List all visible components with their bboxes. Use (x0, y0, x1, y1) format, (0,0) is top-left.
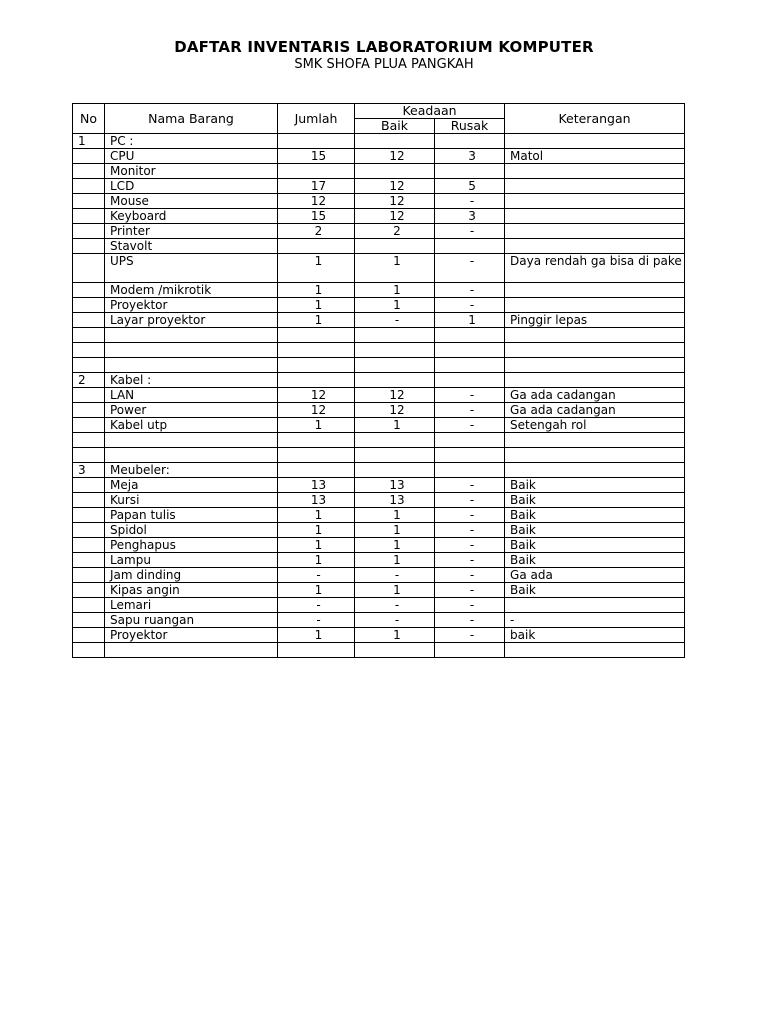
cell-keterangan: Matol (505, 149, 685, 164)
cell-nama-barang: Penghapus (105, 538, 278, 553)
header-jumlah: Jumlah (278, 104, 355, 134)
cell-nama-barang: Kursi (105, 493, 278, 508)
cell-nama-barang: Power (105, 403, 278, 418)
cell-nama-barang: LCD (105, 179, 278, 194)
cell-rusak (435, 463, 505, 478)
cell-baik: - (355, 313, 435, 328)
header-keterangan: Keterangan (505, 104, 685, 134)
cell-keterangan: Daya rendah ga bisa di pake (505, 254, 685, 283)
cell-baik: 12 (355, 179, 435, 194)
cell-jumlah (278, 358, 355, 373)
table-row (73, 254, 685, 283)
cell-keterangan: Baik (505, 538, 685, 553)
cell-jumlah: 1 (278, 508, 355, 523)
cell-no (73, 628, 105, 643)
table-row (73, 463, 685, 478)
cell-jumlah: 15 (278, 149, 355, 164)
cell-keterangan (505, 328, 685, 343)
cell-keterangan (505, 209, 685, 224)
cell-rusak (435, 643, 505, 658)
cell-jumlah: 1 (278, 523, 355, 538)
cell-nama-barang: Papan tulis (105, 508, 278, 523)
table-row (73, 418, 685, 433)
table-row (73, 209, 685, 224)
cell-no (73, 598, 105, 613)
cell-jumlah (278, 643, 355, 658)
cell-rusak: 3 (435, 209, 505, 224)
table-row (73, 448, 685, 463)
cell-jumlah: 1 (278, 313, 355, 328)
cell-keterangan: Ga ada cadangan (505, 388, 685, 403)
cell-nama-barang: Mouse (105, 194, 278, 209)
cell-jumlah: 1 (278, 553, 355, 568)
table-row (73, 583, 685, 598)
cell-jumlah: 1 (278, 283, 355, 298)
cell-baik: 13 (355, 478, 435, 493)
cell-nama-barang: Kipas angin (105, 583, 278, 598)
cell-nama-barang: Printer (105, 224, 278, 239)
table-row (73, 343, 685, 358)
cell-keterangan: Baik (505, 553, 685, 568)
table-row (73, 388, 685, 403)
inventory-table (72, 103, 685, 658)
cell-nama-barang: Lemari (105, 598, 278, 613)
table-row (73, 598, 685, 613)
cell-jumlah (278, 239, 355, 254)
cell-baik: - (355, 613, 435, 628)
cell-no (73, 433, 105, 448)
cell-baik (355, 343, 435, 358)
cell-baik (355, 433, 435, 448)
inventory-table-body (73, 134, 685, 658)
cell-no: 1 (73, 134, 105, 149)
cell-keterangan: Baik (505, 583, 685, 598)
table-row (73, 613, 685, 628)
cell-jumlah (278, 343, 355, 358)
cell-keterangan (505, 598, 685, 613)
cell-jumlah (278, 463, 355, 478)
cell-baik: 1 (355, 254, 435, 283)
cell-baik (355, 643, 435, 658)
cell-keterangan (505, 643, 685, 658)
cell-nama-barang: Lampu (105, 553, 278, 568)
table-row (73, 328, 685, 343)
cell-no (73, 478, 105, 493)
cell-jumlah: 1 (278, 418, 355, 433)
cell-no (73, 194, 105, 209)
cell-nama-barang: Jam dinding (105, 568, 278, 583)
cell-jumlah: - (278, 568, 355, 583)
cell-rusak: - (435, 403, 505, 418)
cell-jumlah: 13 (278, 493, 355, 508)
cell-rusak (435, 343, 505, 358)
cell-keterangan (505, 239, 685, 254)
cell-jumlah: - (278, 598, 355, 613)
cell-rusak (435, 164, 505, 179)
cell-rusak: - (435, 508, 505, 523)
cell-keterangan (505, 194, 685, 209)
cell-nama-barang: UPS (105, 254, 278, 283)
header-keadaan: Keadaan (355, 104, 505, 119)
header-baik: Baik (355, 119, 435, 134)
table-row (73, 493, 685, 508)
cell-keterangan: Ga ada (505, 568, 685, 583)
cell-no (73, 358, 105, 373)
cell-no (73, 418, 105, 433)
cell-no (73, 254, 105, 283)
cell-keterangan (505, 433, 685, 448)
cell-nama-barang: Monitor (105, 164, 278, 179)
table-row (73, 283, 685, 298)
cell-rusak: 1 (435, 313, 505, 328)
table-row (73, 628, 685, 643)
table-row (73, 508, 685, 523)
cell-baik: 13 (355, 493, 435, 508)
cell-keterangan (505, 179, 685, 194)
cell-baik: 12 (355, 149, 435, 164)
cell-baik (355, 134, 435, 149)
cell-rusak: - (435, 254, 505, 283)
cell-baik: - (355, 568, 435, 583)
document-subtitle: SMK SHOFA PLUA PANGKAH (294, 57, 474, 72)
cell-baik: 2 (355, 224, 435, 239)
cell-baik: 12 (355, 388, 435, 403)
cell-nama-barang (105, 358, 278, 373)
cell-rusak (435, 433, 505, 448)
cell-rusak: - (435, 493, 505, 508)
cell-jumlah: 15 (278, 209, 355, 224)
cell-no (73, 613, 105, 628)
cell-no: 2 (73, 373, 105, 388)
header-rusak: Rusak (435, 119, 505, 134)
cell-nama-barang: Stavolt (105, 239, 278, 254)
table-row (73, 358, 685, 373)
cell-keterangan (505, 283, 685, 298)
table-row (73, 643, 685, 658)
cell-jumlah: 1 (278, 628, 355, 643)
cell-no (73, 149, 105, 164)
cell-nama-barang (105, 448, 278, 463)
cell-keterangan (505, 358, 685, 373)
cell-no (73, 224, 105, 239)
cell-jumlah: 13 (278, 478, 355, 493)
table-row (73, 298, 685, 313)
cell-keterangan: Ga ada cadangan (505, 403, 685, 418)
cell-baik: 12 (355, 403, 435, 418)
cell-no (73, 643, 105, 658)
cell-nama-barang: Kabel : (105, 373, 278, 388)
cell-baik: 12 (355, 194, 435, 209)
table-row (73, 523, 685, 538)
cell-keterangan: Pinggir lepas (505, 313, 685, 328)
cell-rusak: - (435, 598, 505, 613)
cell-baik: 12 (355, 209, 435, 224)
cell-nama-barang: Meja (105, 478, 278, 493)
cell-keterangan (505, 224, 685, 239)
cell-nama-barang (105, 328, 278, 343)
cell-baik (355, 463, 435, 478)
cell-nama-barang: Keyboard (105, 209, 278, 224)
cell-no (73, 343, 105, 358)
cell-baik: 1 (355, 538, 435, 553)
cell-nama-barang: PC : (105, 134, 278, 149)
cell-no (73, 239, 105, 254)
table-row (73, 373, 685, 388)
cell-keterangan: Baik (505, 478, 685, 493)
cell-rusak: 5 (435, 179, 505, 194)
cell-no (73, 388, 105, 403)
cell-no (73, 328, 105, 343)
cell-jumlah: 1 (278, 298, 355, 313)
cell-no (73, 283, 105, 298)
cell-jumlah: 1 (278, 583, 355, 598)
cell-no (73, 313, 105, 328)
cell-rusak: - (435, 283, 505, 298)
cell-no (73, 448, 105, 463)
cell-keterangan: Baik (505, 508, 685, 523)
cell-baik: 1 (355, 523, 435, 538)
cell-no (73, 508, 105, 523)
cell-baik (355, 373, 435, 388)
cell-keterangan (505, 463, 685, 478)
cell-rusak (435, 134, 505, 149)
cell-jumlah: 1 (278, 254, 355, 283)
cell-rusak (435, 373, 505, 388)
cell-jumlah: - (278, 613, 355, 628)
cell-jumlah (278, 448, 355, 463)
cell-baik: 1 (355, 508, 435, 523)
cell-no: 3 (73, 463, 105, 478)
cell-keterangan: - (505, 613, 685, 628)
cell-rusak: - (435, 583, 505, 598)
cell-nama-barang (105, 343, 278, 358)
cell-nama-barang: LAN (105, 388, 278, 403)
cell-rusak: - (435, 224, 505, 239)
cell-baik: - (355, 598, 435, 613)
cell-rusak: - (435, 538, 505, 553)
cell-no (73, 583, 105, 598)
cell-nama-barang: Proyektor (105, 298, 278, 313)
table-row (73, 149, 685, 164)
cell-keterangan: Setengah rol (505, 418, 685, 433)
cell-nama-barang: Kabel utp (105, 418, 278, 433)
cell-rusak: - (435, 388, 505, 403)
cell-rusak: - (435, 553, 505, 568)
cell-nama-barang: Modem /mikrotik (105, 283, 278, 298)
cell-rusak: - (435, 418, 505, 433)
cell-rusak: - (435, 613, 505, 628)
cell-keterangan: Baik (505, 493, 685, 508)
cell-jumlah (278, 373, 355, 388)
cell-no (73, 523, 105, 538)
cell-rusak (435, 328, 505, 343)
cell-no (73, 298, 105, 313)
table-row (73, 194, 685, 209)
cell-baik (355, 358, 435, 373)
cell-jumlah (278, 134, 355, 149)
cell-rusak: - (435, 194, 505, 209)
cell-nama-barang: Meubeler: (105, 463, 278, 478)
cell-keterangan (505, 164, 685, 179)
cell-baik (355, 328, 435, 343)
cell-nama-barang (105, 643, 278, 658)
cell-rusak (435, 448, 505, 463)
cell-rusak: - (435, 298, 505, 313)
cell-jumlah (278, 164, 355, 179)
cell-jumlah: 12 (278, 388, 355, 403)
cell-keterangan (505, 134, 685, 149)
cell-no (73, 164, 105, 179)
table-row (73, 403, 685, 418)
table-row (73, 239, 685, 254)
cell-baik: 1 (355, 283, 435, 298)
cell-no (73, 179, 105, 194)
cell-rusak (435, 358, 505, 373)
table-row (73, 568, 685, 583)
cell-keterangan (505, 298, 685, 313)
cell-no (73, 209, 105, 224)
cell-nama-barang: Sapu ruangan (105, 613, 278, 628)
cell-rusak: - (435, 568, 505, 583)
cell-rusak: - (435, 523, 505, 538)
cell-rusak: 3 (435, 149, 505, 164)
table-row (73, 553, 685, 568)
table-row (73, 433, 685, 448)
table-row (73, 134, 685, 149)
table-row (73, 313, 685, 328)
cell-no (73, 538, 105, 553)
cell-baik: 1 (355, 628, 435, 643)
header-no: No (73, 104, 105, 134)
table-row (73, 164, 685, 179)
cell-rusak: - (435, 628, 505, 643)
cell-no (73, 493, 105, 508)
cell-baik: 1 (355, 583, 435, 598)
cell-nama-barang: Proyektor (105, 628, 278, 643)
table-row (73, 538, 685, 553)
cell-baik: 1 (355, 298, 435, 313)
cell-baik: 1 (355, 553, 435, 568)
cell-jumlah: 12 (278, 403, 355, 418)
cell-no (73, 553, 105, 568)
cell-no (73, 403, 105, 418)
cell-jumlah: 12 (278, 194, 355, 209)
cell-baik (355, 164, 435, 179)
document-title: DAFTAR INVENTARIS LABORATORIUM KOMPUTER (174, 38, 594, 56)
cell-nama-barang: Spidol (105, 523, 278, 538)
cell-baik (355, 448, 435, 463)
cell-keterangan (505, 373, 685, 388)
cell-no (73, 568, 105, 583)
cell-rusak: - (435, 478, 505, 493)
cell-nama-barang (105, 433, 278, 448)
cell-baik (355, 239, 435, 254)
cell-jumlah (278, 433, 355, 448)
cell-keterangan (505, 343, 685, 358)
cell-nama-barang: CPU (105, 149, 278, 164)
table-row (73, 224, 685, 239)
cell-nama-barang: Layar proyektor (105, 313, 278, 328)
cell-jumlah (278, 328, 355, 343)
table-row (73, 179, 685, 194)
header-nama-barang: Nama Barang (105, 104, 278, 134)
cell-jumlah: 1 (278, 538, 355, 553)
cell-jumlah: 17 (278, 179, 355, 194)
cell-rusak (435, 239, 505, 254)
cell-keterangan: Baik (505, 523, 685, 538)
cell-baik: 1 (355, 418, 435, 433)
table-row (73, 478, 685, 493)
cell-keterangan (505, 448, 685, 463)
cell-keterangan: baik (505, 628, 685, 643)
cell-jumlah: 2 (278, 224, 355, 239)
